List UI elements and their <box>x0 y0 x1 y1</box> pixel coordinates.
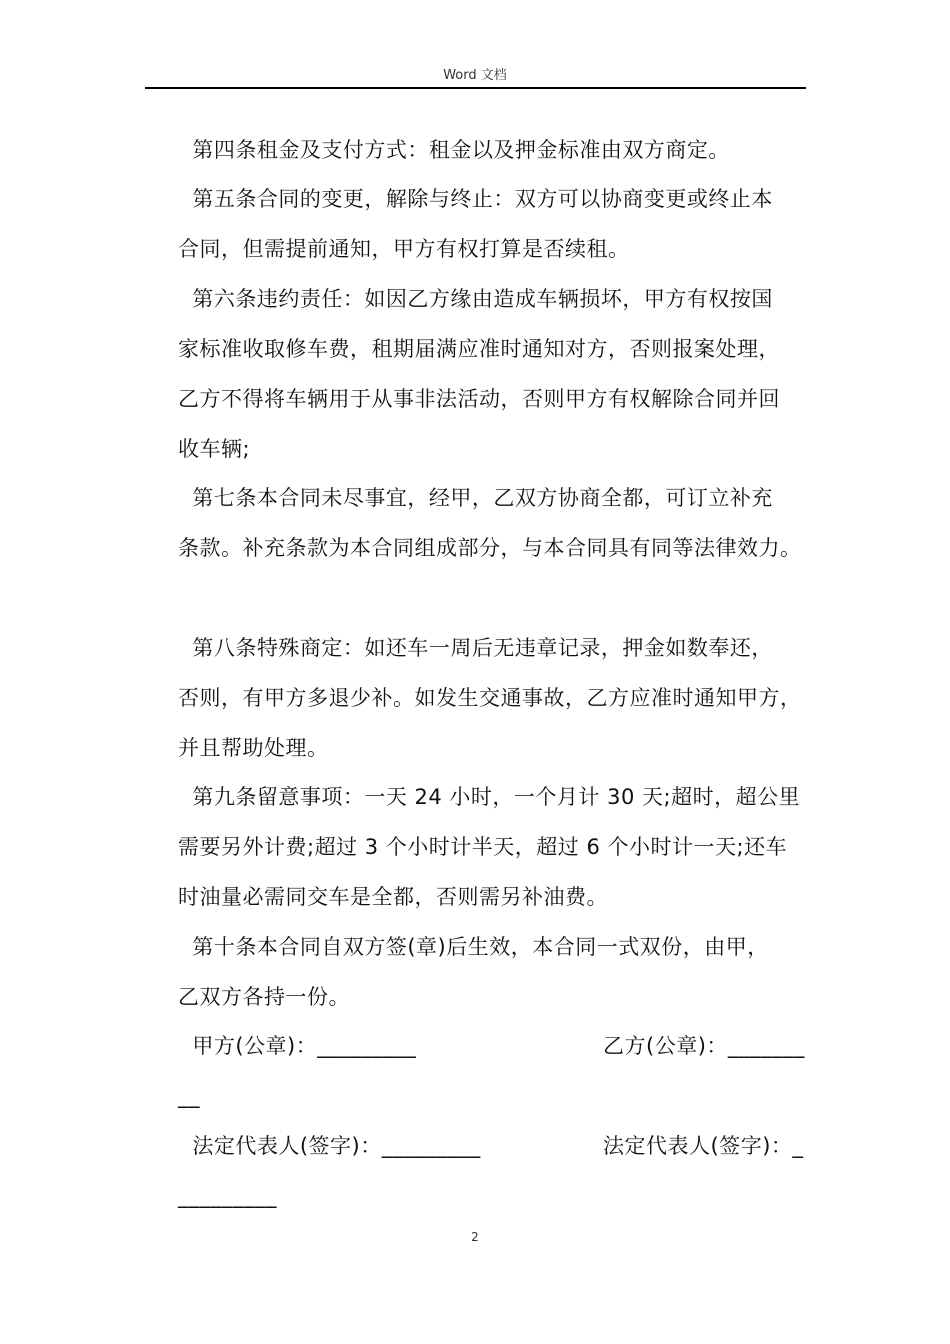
paragraph-line: 家标准收取修车费，租期届满应准时通知对方，否则报案处理， <box>178 337 780 361</box>
paragraph-line: 第十条本合同自双方签(章)后生效，本合同一式双份，由甲， <box>178 935 769 959</box>
paragraph-line: 否则，有甲方多退少补。如发生交通事故，乙方应准时通知甲方， <box>178 686 802 710</box>
page-number: 2 <box>471 1230 479 1244</box>
header-divider <box>145 87 806 89</box>
paragraph-line: 乙方不得将车辆用于从事非法活动，否则甲方有权解除合同并回 <box>178 387 780 411</box>
party-b-seal-continuation: __ <box>178 1084 200 1108</box>
paragraph-line: 并且帮助处理。 <box>178 736 329 760</box>
paragraph-line: 合同，但需提前通知，甲方有权打算是否续租。 <box>178 237 630 261</box>
paragraph-line: 乙双方各持一份。 <box>178 985 350 1009</box>
party-a-representative-line: 法定代表人(签字)：_________ <box>178 1134 481 1158</box>
paragraph-line: 收车辆; <box>178 437 251 461</box>
paragraph-line: 需要另外计费;超过 3 个小时计半天，超过 6 个小时计一天;还车 <box>178 835 788 859</box>
paragraph-line: 第六条违约责任：如因乙方缘由造成车辆损坏，甲方有权按国 <box>178 287 773 311</box>
party-b-seal-line: 乙方(公章)：_______ <box>603 1034 805 1058</box>
paragraph-line: 第七条本合同未尽事宜，经甲，乙双方协商全都，可订立补充 <box>178 486 773 510</box>
party-b-representative-continuation: _________ <box>178 1184 277 1208</box>
party-a-seal-line: 甲方(公章)：_________ <box>178 1034 417 1058</box>
page-header-label: Word 文档 <box>443 68 507 83</box>
paragraph-line: 时油量必需同交车是全都，否则需另补油费。 <box>178 885 608 909</box>
paragraph-line: 条款。补充条款为本合同组成部分，与本合同具有同等法律效力。 <box>178 536 802 560</box>
paragraph-line: 第四条租金及支付方式：租金以及押金标准由双方商定。 <box>178 138 730 162</box>
paragraph-line: 第五条合同的变更，解除与终止：双方可以协商变更或终止本 <box>178 187 773 211</box>
party-b-representative-line: 法定代表人(签字)：_ <box>603 1134 804 1158</box>
paragraph-line: 第八条特殊商定：如还车一周后无违章记录，押金如数奉还， <box>178 636 773 660</box>
paragraph-line: 第九条留意事项：一天 24 小时，一个月计 30 天;超时，超公里 <box>178 785 801 809</box>
